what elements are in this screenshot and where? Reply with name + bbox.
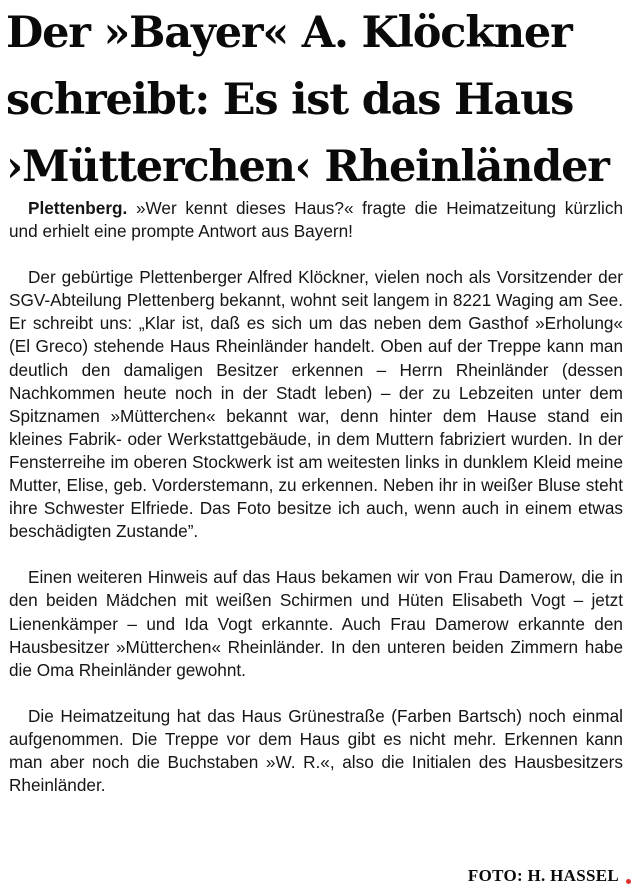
article-paragraph-2: Der gebürtige Plettenberger Alfred Klöckner, vielen noch als Vorsitzender der SGV-Abteilung Plettenberg bekannt, wohnt seit langem in 8221 Waging am See. Er schreibt uns: „Klar ist, daß es sich um das neben dem Gasthof »Erholung« (El Greco) stehende Haus Rheinländer handelt. Oben auf der Treppe kann man deutlich den damaligen Besitzer erkennen – Herrn Rheinländer (dessen Nachkommen heute noch in der Stadt leben) – der zu Lebzeiten unter dem Spitznamen »Mütterchen« bekannt war, denn hinter dem Hause stand ein kleines Fabrik- oder Werkstattgebäude, in dem Muttern fabriziert wurden. In der Fensterreihe im oberen Stockwerk ist am weitesten links in dunklem Kleid meine Mutter, Elise, geb. Vorderstemann, zu erkennen. Neben ihr in weißer Bluse steht ihre Schwester Elfriede. Das Foto besitze ich auch, wenn auch in einem etwas beschädigten Zustande”. (9, 267, 623, 542)
headline-line-3: ›Mütterchen‹ Rheinländer (6, 142, 609, 192)
dateline: Plettenberg. (28, 198, 128, 218)
photo-credit: FOTO: H. HASSEL (467, 866, 619, 885)
article-intro-paragraph (9, 197, 623, 243)
article-body (9, 197, 623, 797)
headline (6, 0, 631, 201)
headline-line-2: schreibt: Es ist das Haus (6, 75, 574, 125)
article-paragraph-4: Die Heimatzeitung hat das Haus Grünestraße (Farben Bartsch) noch einmal aufgenommen. Die Treppe vor dem Haus gibt es nicht mehr. Erkennen kann man aber noch die Buchstaben »W. R.«, also die Initialen des Hausbesitzers Rheinländer. (9, 705, 623, 796)
intro-text: »Wer kennt dieses Haus?« fragte die Heimatzeitung kürzlich und erhielt eine prompte Antwort aus Bayern! (9, 198, 623, 242)
headline-line-1: Der »Bayer« A. Klöckner (6, 8, 572, 58)
article-paragraph-3: Einen weiteren Hinweis auf das Haus bekamen wir von Frau Damerow, die in den beiden Mädchen mit weißen Schirmen und Hüten Elisabeth Vogt – jetzt Lienenkämper – und Ida Vogt erkannte. Auch Frau Damerow erkannte den Hausbesitzer »Mütterchen« Rheinländer. In den unteren beiden Zimmern habe die Oma Rheinländer gewohnt. (9, 567, 623, 680)
red-dot-mark (626, 879, 631, 884)
